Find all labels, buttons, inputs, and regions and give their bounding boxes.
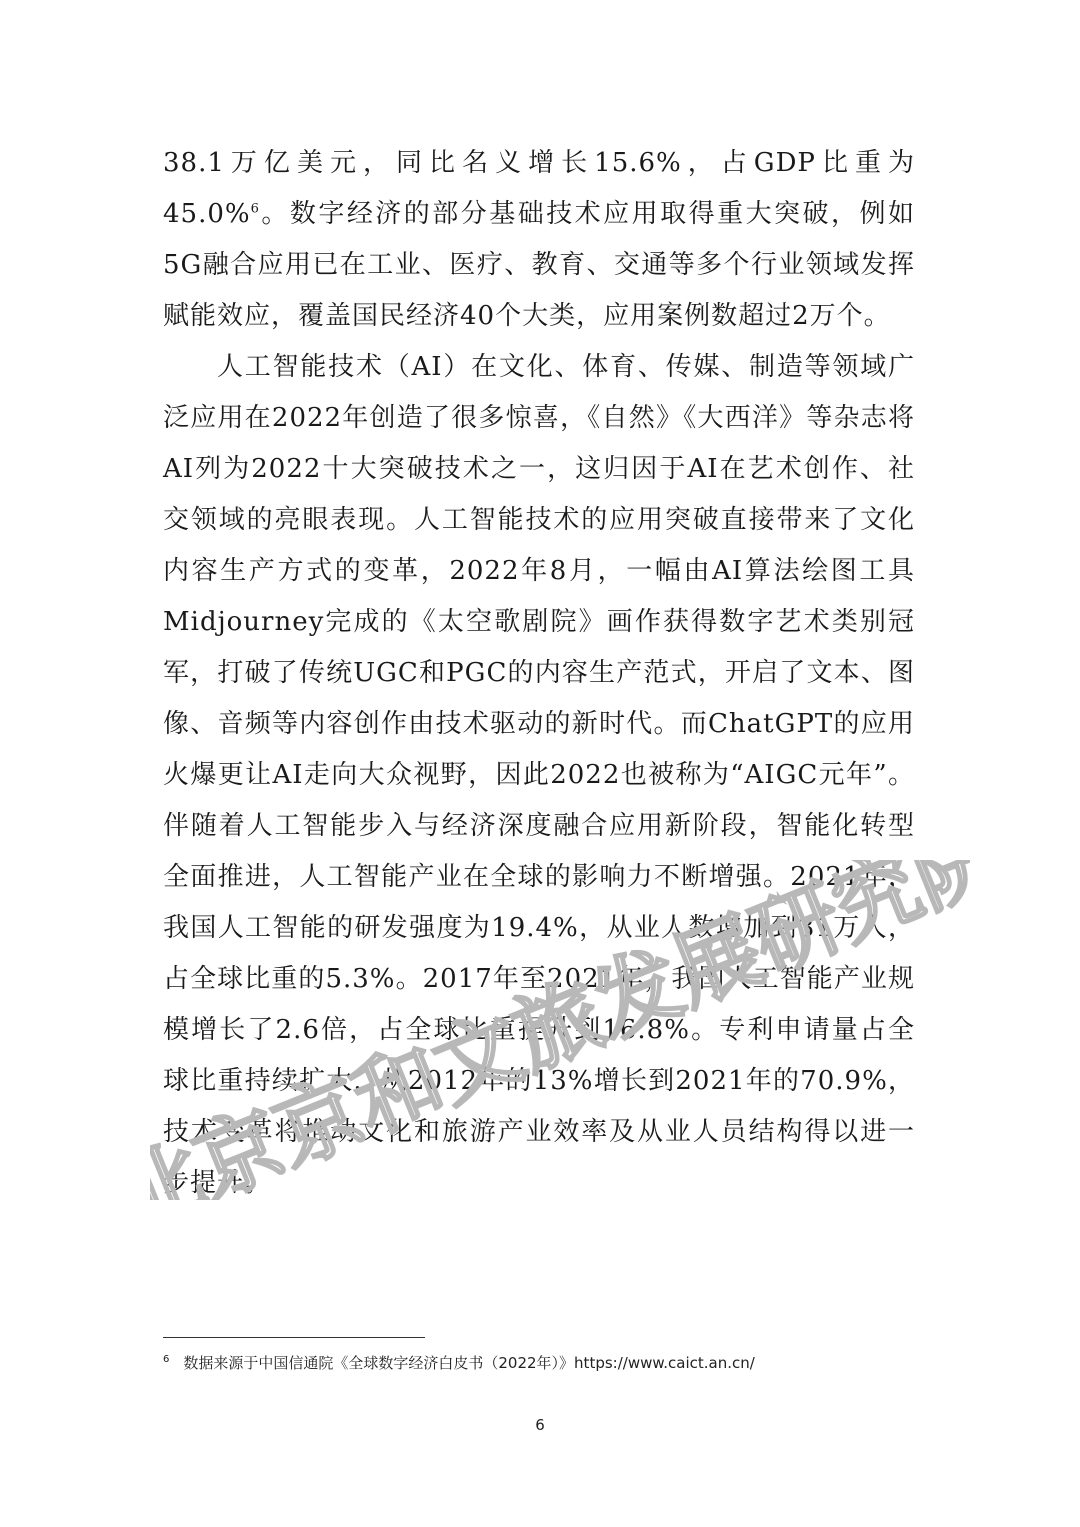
footnote-mark: 6 [163, 1354, 170, 1365]
paragraph-text: 。数字经济的部分基础技术应用取得重大突破，例如5G融合应用已在工业、医疗、教育、交通等多个行业领域发挥赋能效应，覆盖国民经济40个大类，应用案例数超过2万个。 [163, 199, 915, 331]
footnote [163, 1352, 923, 1374]
paragraph-text: 38.1万亿美元，同比名义增长15.6%，占GDP比重为45.0% [163, 148, 915, 229]
footnote-separator [163, 1337, 425, 1338]
footnote-text: 数据来源于中国信通院《全球数字经济白皮书（2022年）》https://www.caict.an.cn/ [183, 1354, 755, 1372]
body-text [163, 138, 915, 1209]
paragraph-ai-technology: 人工智能技术（AI）在文化、体育、传媒、制造等领域广泛应用在2022年创造了很多惊喜，《自然》《大西洋》等杂志将AI列为2022十大突破技术之一，这归因于AI在艺术创作、社交领域的亮眼表现。人工智能技术的应用突破直接带来了文化内容生产方式的变革，2022年8月，一幅由AI算法绘图工具Midjourney完成的《太空歌剧院》画作获得数字艺术类别冠军，打破了传统UGC和PGC的内容生产范式，开启了文本、图像、音频等内容创作由技术驱动的新时代。而ChatGPT的应用火爆更让AI走向大众视野，因此2022也被称为“AIGC元年”。伴随着人工智能步入与经济深度融合应用新阶段，智能化转型全面推进，人工智能产业在全球的影响力不断增强。2021年，我国人工智能的研发强度为19.4%，从业人数增加到31万人，占全球比重的5.3%。2017年至2021年，我国人工智能产业规模增长了2.6倍，占全球比重提升到16.8%。专利申请量占全球比重持续扩大，从2012年的13%增长到2021年的70.9%，技术变革将推动文化和旅游产业效率及从业人员结构得以进一步提升。 [163, 352, 915, 1198]
footnote-reference[interactable]: 6 [250, 201, 260, 217]
page-number: 6 [535, 1416, 545, 1434]
watermark-text: 北京京和文旅发展研究院 [150, 860, 970, 1200]
paragraph-digital-economy [163, 138, 915, 342]
